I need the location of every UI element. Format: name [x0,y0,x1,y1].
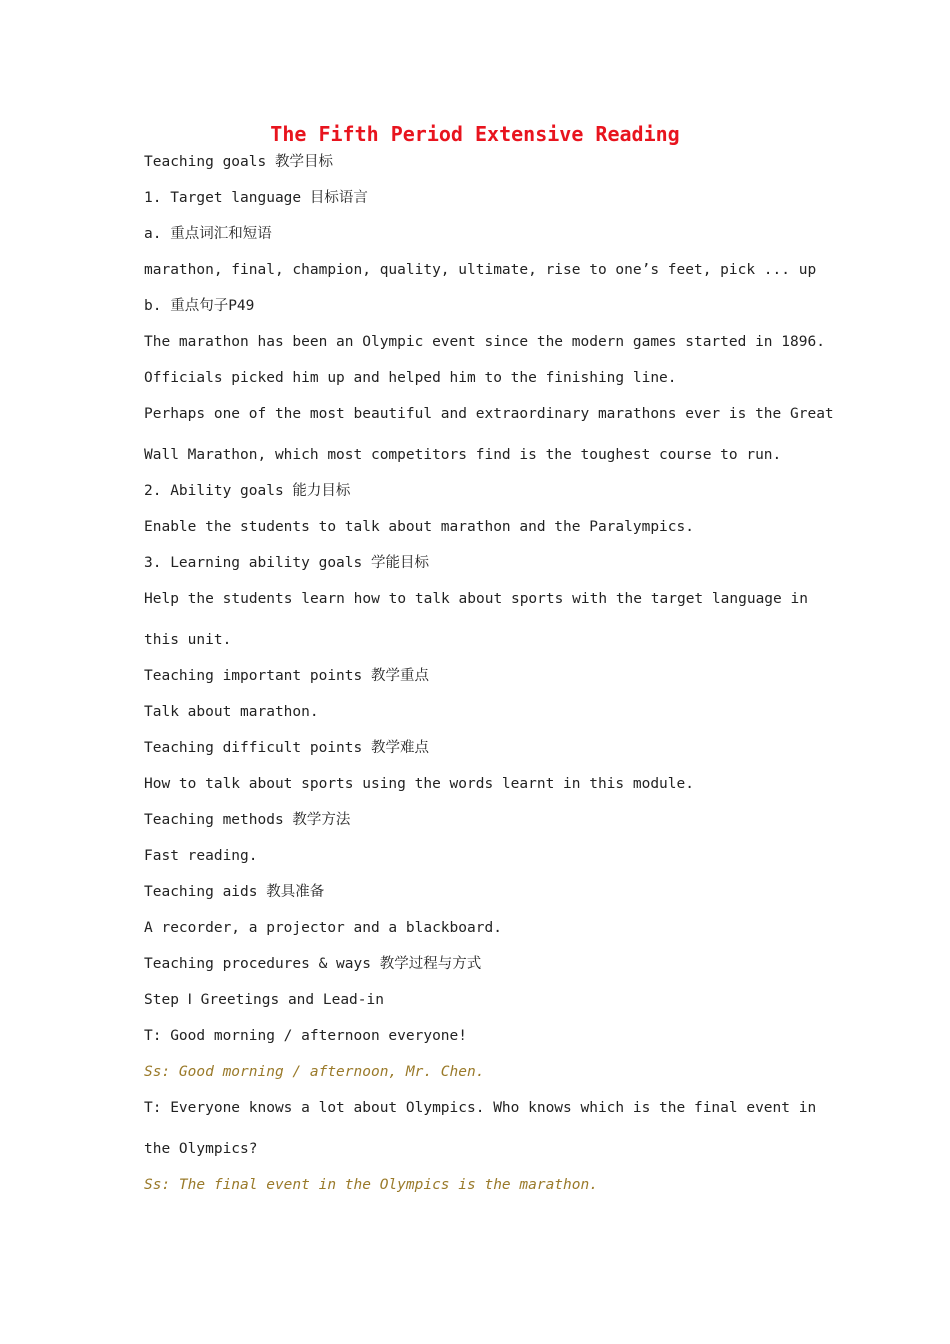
heading-difficult-points: Teaching difficult points 教学难点 [144,740,429,756]
subheading-key-words: a. 重点词汇和短语 [144,226,272,242]
heading-important-points: Teaching important points 教学重点 [144,668,429,684]
ability-goals-text: Enable the students to talk about marathon and the Paralympics. [144,519,694,535]
teaching-aids-text: A recorder, a projector and a blackboard. [144,920,502,936]
sentence-2: Officials picked him up and helped him to the finishing line. [144,370,677,386]
heading-ability-goals: 2. Ability goals 能力目标 [144,483,351,499]
teaching-methods-text: Fast reading. [144,848,258,864]
vocabulary-list: marathon, final, champion, quality, ultimate, rise to one’s feet, pick ... up [144,262,817,278]
heading-teaching-aids: Teaching aids 教具准备 [144,884,325,900]
heading-target-language: 1. Target language 目标语言 [144,190,368,206]
subheading-key-sentences: b. 重点句子P49 [144,298,255,314]
heading-teaching-goals: Teaching goals 教学目标 [144,154,333,170]
heading-learning-ability-goals: 3. Learning ability goals 学能目标 [144,555,429,571]
difficult-points-text: How to talk about sports using the words learnt in this module. [144,776,694,792]
sentence-3-line-1: Perhaps one of the most beautiful and extraordinary marathons ever is the Great [144,406,834,422]
teacher-line-1: T: Good morning / afternoon everyone! [144,1028,468,1044]
heading-teaching-methods: Teaching methods 教学方法 [144,812,351,828]
student-line-2: Ss: The final event in the Olympics is the marathon. [144,1177,598,1193]
learning-ability-text-line-2: this unit. [144,632,232,648]
teacher-line-2a: T: Everyone knows a lot about Olympics. Who knows which is the final event in [144,1100,817,1116]
student-line-1: Ss: Good morning / afternoon, Mr. Chen. [144,1064,485,1080]
document-title: The Fifth Period Extensive Reading [270,122,680,146]
important-points-text: Talk about marathon. [144,704,319,720]
step-1-heading: Step Ⅰ Greetings and Lead-in [144,992,384,1008]
heading-teaching-procedures: Teaching procedures & ways 教学过程与方式 [144,956,482,972]
learning-ability-text-line-1: Help the students learn how to talk about sports with the target language in [144,591,808,607]
sentence-1: The marathon has been an Olympic event since the modern games started in 1896. [144,334,825,350]
sentence-3-line-2: Wall Marathon, which most competitors find is the toughest course to run. [144,447,782,463]
teacher-line-2b: the Olympics? [144,1141,258,1157]
